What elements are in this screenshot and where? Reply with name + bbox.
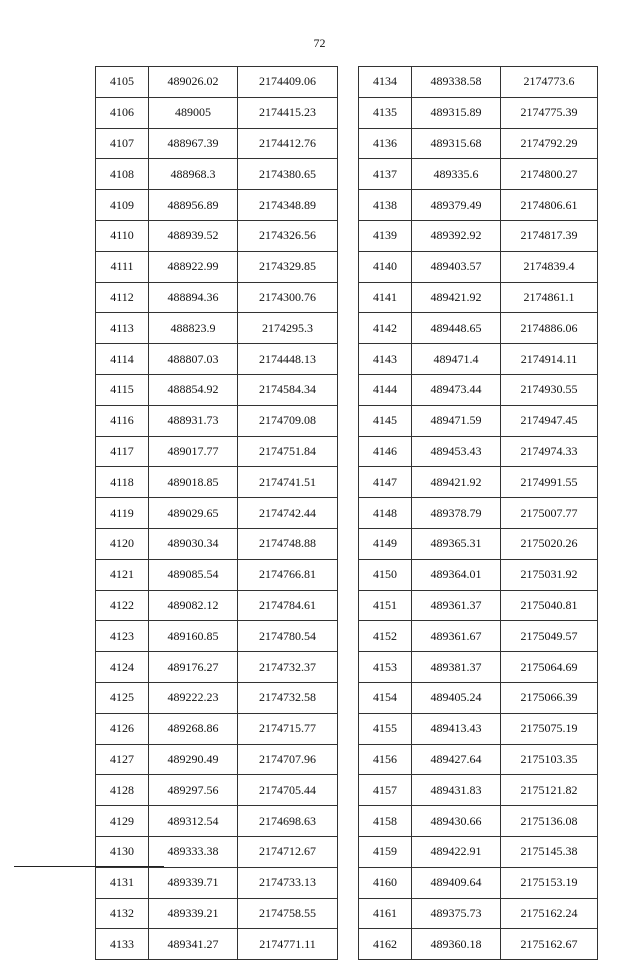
table-row (359, 621, 598, 652)
table-row (359, 898, 598, 929)
table-row (96, 775, 338, 806)
x-coordinate-cell: 489381.37 (412, 652, 501, 683)
x-coordinate-cell: 489364.01 (412, 559, 501, 590)
table-row (359, 867, 598, 898)
point-id-cell: 4112 (96, 282, 149, 313)
point-id-cell: 4134 (359, 67, 412, 98)
table-row (359, 282, 598, 313)
y-coordinate-cell: 2174415.23 (238, 97, 338, 128)
point-id-cell: 4156 (359, 744, 412, 775)
x-coordinate-cell: 489312.54 (149, 806, 238, 837)
x-coordinate-cell: 489297.56 (149, 775, 238, 806)
point-id-cell: 4154 (359, 682, 412, 713)
point-id-cell: 4117 (96, 436, 149, 467)
y-coordinate-cell: 2174448.13 (238, 344, 338, 375)
table-row (96, 251, 338, 282)
table-row (96, 652, 338, 683)
table-row (359, 159, 598, 190)
x-coordinate-cell: 489378.79 (412, 498, 501, 529)
x-coordinate-cell: 489176.27 (149, 652, 238, 683)
point-id-cell: 4131 (96, 867, 149, 898)
table-row (359, 528, 598, 559)
table-row (359, 405, 598, 436)
point-id-cell: 4141 (359, 282, 412, 313)
y-coordinate-cell: 2175145.38 (501, 836, 598, 867)
x-coordinate-cell: 488823.9 (149, 313, 238, 344)
y-coordinate-cell: 2174974.33 (501, 436, 598, 467)
y-coordinate-cell: 2174748.88 (238, 528, 338, 559)
table-row (359, 467, 598, 498)
y-coordinate-cell: 2175162.67 (501, 929, 598, 960)
y-coordinate-cell: 2175103.35 (501, 744, 598, 775)
point-id-cell: 4139 (359, 220, 412, 251)
point-id-cell: 4150 (359, 559, 412, 590)
table-row (96, 744, 338, 775)
point-id-cell: 4138 (359, 190, 412, 221)
y-coordinate-cell: 2174707.96 (238, 744, 338, 775)
table-row (359, 251, 598, 282)
x-coordinate-cell: 489333.38 (149, 836, 238, 867)
point-id-cell: 4148 (359, 498, 412, 529)
x-coordinate-cell: 489361.37 (412, 590, 501, 621)
x-coordinate-cell: 489160.85 (149, 621, 238, 652)
point-id-cell: 4121 (96, 559, 149, 590)
table-row (96, 67, 338, 98)
table-row (96, 374, 338, 405)
x-coordinate-cell: 489338.58 (412, 67, 501, 98)
table-body (96, 67, 338, 960)
y-coordinate-cell: 2175066.39 (501, 682, 598, 713)
table-row (96, 282, 338, 313)
point-id-cell: 4122 (96, 590, 149, 621)
table-row (359, 806, 598, 837)
x-coordinate-cell: 489290.49 (149, 744, 238, 775)
point-id-cell: 4161 (359, 898, 412, 929)
x-coordinate-cell: 489030.34 (149, 528, 238, 559)
table-row (96, 621, 338, 652)
y-coordinate-cell: 2174773.6 (501, 67, 598, 98)
x-coordinate-cell: 489360.18 (412, 929, 501, 960)
y-coordinate-cell: 2174409.06 (238, 67, 338, 98)
x-coordinate-cell: 489361.67 (412, 621, 501, 652)
y-coordinate-cell: 2174947.45 (501, 405, 598, 436)
point-id-cell: 4115 (96, 374, 149, 405)
y-coordinate-cell: 2174886.06 (501, 313, 598, 344)
point-id-cell: 4158 (359, 806, 412, 837)
point-id-cell: 4126 (96, 713, 149, 744)
y-coordinate-cell: 2174758.55 (238, 898, 338, 929)
point-id-cell: 4107 (96, 128, 149, 159)
x-coordinate-cell: 489403.57 (412, 251, 501, 282)
y-coordinate-cell: 2174380.65 (238, 159, 338, 190)
point-id-cell: 4147 (359, 467, 412, 498)
x-coordinate-cell: 488931.73 (149, 405, 238, 436)
table-row (359, 652, 598, 683)
table-row (359, 744, 598, 775)
x-coordinate-cell: 489365.31 (412, 528, 501, 559)
point-id-cell: 4118 (96, 467, 149, 498)
table-row (359, 682, 598, 713)
point-id-cell: 4145 (359, 405, 412, 436)
x-coordinate-cell: 489026.02 (149, 67, 238, 98)
y-coordinate-cell: 2174914.11 (501, 344, 598, 375)
point-id-cell: 4123 (96, 621, 149, 652)
table-row (359, 929, 598, 960)
x-coordinate-cell: 488807.03 (149, 344, 238, 375)
point-id-cell: 4108 (96, 159, 149, 190)
point-id-cell: 4157 (359, 775, 412, 806)
point-id-cell: 4155 (359, 713, 412, 744)
point-id-cell: 4133 (96, 929, 149, 960)
y-coordinate-cell: 2174806.61 (501, 190, 598, 221)
y-coordinate-cell: 2175007.77 (501, 498, 598, 529)
x-coordinate-cell: 489471.59 (412, 405, 501, 436)
y-coordinate-cell: 2174733.13 (238, 867, 338, 898)
point-id-cell: 4149 (359, 528, 412, 559)
y-coordinate-cell: 2174412.76 (238, 128, 338, 159)
x-coordinate-cell: 489339.21 (149, 898, 238, 929)
y-coordinate-cell: 2174295.3 (238, 313, 338, 344)
point-id-cell: 4132 (96, 898, 149, 929)
table-row (359, 313, 598, 344)
y-coordinate-cell: 2175121.82 (501, 775, 598, 806)
x-coordinate-cell: 489453.43 (412, 436, 501, 467)
y-coordinate-cell: 2174705.44 (238, 775, 338, 806)
table-row (96, 405, 338, 436)
table-row (359, 67, 598, 98)
table-row (96, 836, 338, 867)
y-coordinate-cell: 2175075.19 (501, 713, 598, 744)
x-coordinate-cell: 489005 (149, 97, 238, 128)
y-coordinate-cell: 2175162.24 (501, 898, 598, 929)
y-coordinate-cell: 2174839.4 (501, 251, 598, 282)
y-coordinate-cell: 2175031.92 (501, 559, 598, 590)
table-row (359, 374, 598, 405)
table-row (96, 498, 338, 529)
point-id-cell: 4129 (96, 806, 149, 837)
page-number: 72 (313, 36, 326, 50)
point-id-cell: 4114 (96, 344, 149, 375)
x-coordinate-cell: 489427.64 (412, 744, 501, 775)
x-coordinate-cell: 489473.44 (412, 374, 501, 405)
y-coordinate-cell: 2174742.44 (238, 498, 338, 529)
y-coordinate-cell: 2174715.77 (238, 713, 338, 744)
table-body (359, 67, 598, 960)
y-coordinate-cell: 2174775.39 (501, 97, 598, 128)
x-coordinate-cell: 489421.92 (412, 282, 501, 313)
y-coordinate-cell: 2174991.55 (501, 467, 598, 498)
x-coordinate-cell: 489448.65 (412, 313, 501, 344)
y-coordinate-cell: 2174792.29 (501, 128, 598, 159)
point-id-cell: 4151 (359, 590, 412, 621)
point-id-cell: 4144 (359, 374, 412, 405)
table-row (96, 220, 338, 251)
table-row (359, 97, 598, 128)
x-coordinate-cell: 488956.89 (149, 190, 238, 221)
table-row (96, 97, 338, 128)
point-id-cell: 4159 (359, 836, 412, 867)
table-row (359, 220, 598, 251)
table-row (359, 590, 598, 621)
y-coordinate-cell: 2174930.55 (501, 374, 598, 405)
x-coordinate-cell: 488939.52 (149, 220, 238, 251)
point-id-cell: 4110 (96, 220, 149, 251)
x-coordinate-cell: 489082.12 (149, 590, 238, 621)
table-row (359, 498, 598, 529)
point-id-cell: 4125 (96, 682, 149, 713)
y-coordinate-cell: 2174732.58 (238, 682, 338, 713)
x-coordinate-cell: 489341.27 (149, 929, 238, 960)
x-coordinate-cell: 489029.65 (149, 498, 238, 529)
y-coordinate-cell: 2175153.19 (501, 867, 598, 898)
point-id-cell: 4113 (96, 313, 149, 344)
point-id-cell: 4160 (359, 867, 412, 898)
point-id-cell: 4120 (96, 528, 149, 559)
table-row (359, 836, 598, 867)
y-coordinate-cell: 2174698.63 (238, 806, 338, 837)
coordinate-table-right (358, 66, 598, 960)
table-row (96, 344, 338, 375)
y-coordinate-cell: 2174329.85 (238, 251, 338, 282)
x-coordinate-cell: 489085.54 (149, 559, 238, 590)
table-row (359, 559, 598, 590)
table-row (359, 128, 598, 159)
x-coordinate-cell: 489392.92 (412, 220, 501, 251)
y-coordinate-cell: 2174584.34 (238, 374, 338, 405)
table-row (96, 559, 338, 590)
point-id-cell: 4136 (359, 128, 412, 159)
point-id-cell: 4143 (359, 344, 412, 375)
y-coordinate-cell: 2174751.84 (238, 436, 338, 467)
x-coordinate-cell: 489222.23 (149, 682, 238, 713)
table-row (359, 713, 598, 744)
y-coordinate-cell: 2175040.81 (501, 590, 598, 621)
point-id-cell: 4137 (359, 159, 412, 190)
table-row (359, 775, 598, 806)
table-row (96, 867, 338, 898)
y-coordinate-cell: 2174771.11 (238, 929, 338, 960)
y-coordinate-cell: 2174709.08 (238, 405, 338, 436)
table-row (96, 313, 338, 344)
x-coordinate-cell: 488967.39 (149, 128, 238, 159)
x-coordinate-cell: 489471.4 (412, 344, 501, 375)
x-coordinate-cell: 489315.68 (412, 128, 501, 159)
x-coordinate-cell: 489375.73 (412, 898, 501, 929)
y-coordinate-cell: 2175136.08 (501, 806, 598, 837)
y-coordinate-cell: 2175064.69 (501, 652, 598, 683)
x-coordinate-cell: 489413.43 (412, 713, 501, 744)
x-coordinate-cell: 489405.24 (412, 682, 501, 713)
x-coordinate-cell: 489339.71 (149, 867, 238, 898)
x-coordinate-cell: 489430.66 (412, 806, 501, 837)
table-row (96, 898, 338, 929)
point-id-cell: 4130 (96, 836, 149, 867)
y-coordinate-cell: 2174780.54 (238, 621, 338, 652)
y-coordinate-cell: 2175049.57 (501, 621, 598, 652)
point-id-cell: 4140 (359, 251, 412, 282)
table-row (359, 344, 598, 375)
point-id-cell: 4106 (96, 97, 149, 128)
table-row (96, 806, 338, 837)
point-id-cell: 4127 (96, 744, 149, 775)
table-row (96, 682, 338, 713)
point-id-cell: 4152 (359, 621, 412, 652)
footnote-divider (14, 866, 164, 867)
table-row (96, 436, 338, 467)
point-id-cell: 4162 (359, 929, 412, 960)
x-coordinate-cell: 489018.85 (149, 467, 238, 498)
y-coordinate-cell: 2174817.39 (501, 220, 598, 251)
x-coordinate-cell: 488854.92 (149, 374, 238, 405)
x-coordinate-cell: 489268.86 (149, 713, 238, 744)
point-id-cell: 4116 (96, 405, 149, 436)
y-coordinate-cell: 2174800.27 (501, 159, 598, 190)
table-row (96, 713, 338, 744)
point-id-cell: 4111 (96, 251, 149, 282)
x-coordinate-cell: 489422.91 (412, 836, 501, 867)
table-row (96, 467, 338, 498)
y-coordinate-cell: 2174326.56 (238, 220, 338, 251)
y-coordinate-cell: 2175020.26 (501, 528, 598, 559)
point-id-cell: 4124 (96, 652, 149, 683)
y-coordinate-cell: 2174741.51 (238, 467, 338, 498)
x-coordinate-cell: 489335.6 (412, 159, 501, 190)
coordinate-table-left (95, 66, 338, 960)
point-id-cell: 4142 (359, 313, 412, 344)
point-id-cell: 4135 (359, 97, 412, 128)
point-id-cell: 4128 (96, 775, 149, 806)
table-row (96, 929, 338, 960)
table-row (96, 159, 338, 190)
table-row (96, 590, 338, 621)
table-row (359, 436, 598, 467)
point-id-cell: 4146 (359, 436, 412, 467)
x-coordinate-cell: 489431.83 (412, 775, 501, 806)
point-id-cell: 4119 (96, 498, 149, 529)
y-coordinate-cell: 2174348.89 (238, 190, 338, 221)
table-row (96, 128, 338, 159)
x-coordinate-cell: 488894.36 (149, 282, 238, 313)
x-coordinate-cell: 488968.3 (149, 159, 238, 190)
y-coordinate-cell: 2174300.76 (238, 282, 338, 313)
x-coordinate-cell: 489379.49 (412, 190, 501, 221)
x-coordinate-cell: 489315.89 (412, 97, 501, 128)
y-coordinate-cell: 2174732.37 (238, 652, 338, 683)
y-coordinate-cell: 2174784.61 (238, 590, 338, 621)
y-coordinate-cell: 2174766.81 (238, 559, 338, 590)
point-id-cell: 4153 (359, 652, 412, 683)
point-id-cell: 4105 (96, 67, 149, 98)
table-row (96, 190, 338, 221)
x-coordinate-cell: 489017.77 (149, 436, 238, 467)
x-coordinate-cell: 489409.64 (412, 867, 501, 898)
x-coordinate-cell: 489421.92 (412, 467, 501, 498)
table-row (359, 190, 598, 221)
table-row (96, 528, 338, 559)
x-coordinate-cell: 488922.99 (149, 251, 238, 282)
y-coordinate-cell: 2174712.67 (238, 836, 338, 867)
y-coordinate-cell: 2174861.1 (501, 282, 598, 313)
point-id-cell: 4109 (96, 190, 149, 221)
